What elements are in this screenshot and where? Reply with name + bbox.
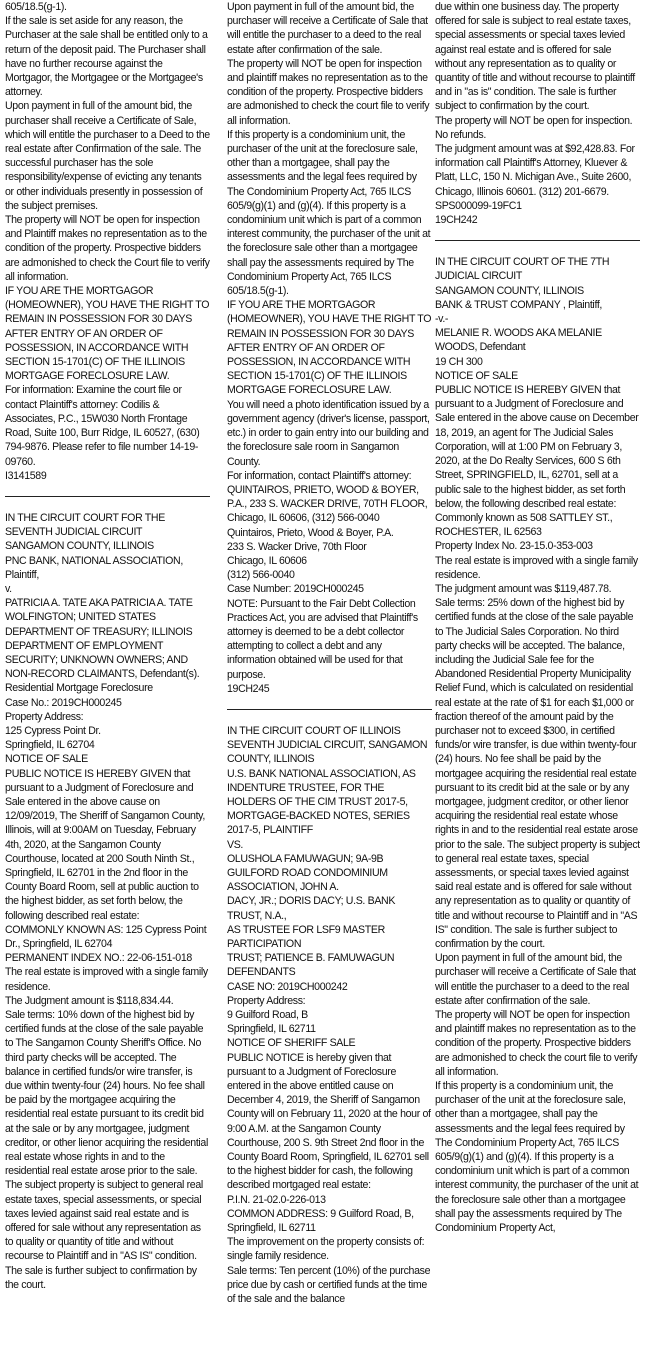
notice-paragraph: The property will NOT be open for inspection and plaintiff makes no representation as to the condition of the property. Prospective bidders are admonished to check the court file to verify all information. [227, 57, 430, 127]
notice-paragraph: The judgment amount was at $92,428.83. For information call Plaintiff's Attorney, Kluever & Platt, LLC, 150 N. Michigan Ave., Suite 2600, Chicago, Illinois 60601. (312) 201-6679. SPS000099-19FC1 [435, 143, 635, 212]
notice-paragraph: IN THE CIRCUIT COURT OF ILLINOIS SEVENTH JUDICIAL CIRCUIT, SANGAMON COUNTY, ILLINOIS [227, 724, 428, 766]
notice-paragraph: 233 S. Wacker Drive, 70th Floor [227, 540, 367, 553]
notice-paragraph: Springfield, IL 62704 [5, 739, 95, 752]
notice-paragraph: OLUSHOLA FAMUWAGUN; 9A-9B GUILFORD ROAD CONDOMINIUM ASSOCIATION, JOHN A. [227, 852, 388, 894]
notice-paragraph: PUBLIC NOTICE IS HEREBY GIVEN that pursuant to a Judgment of Foreclosure and Sale entered in the above cause on 12/09/2019, The Sheriff of Sangamon County, Illinois, will at 9:00AM on Tuesday, February 4th, 2020, at the Sangamon County Courthouse, located at 200 South Ninth St., Springfield, IL 62701 in the 2nd floor in the County Board Room, sell at public auction to the highest bidder, as set forth below, the following described real estate: [5, 767, 205, 922]
notice-paragraph: Sale terms: Ten percent (10%) of the purchase price due by cash or certified funds at the time of the sale and the balance [227, 1264, 431, 1306]
notice-paragraph: BANK & TRUST COMPANY , Plaintiff, [435, 298, 603, 311]
notice-divider [227, 709, 432, 710]
notice-paragraph: PUBLIC NOTICE is hereby given that pursuant to a Judgment of Foreclosure entered in the above entitled cause on December 4, 2019, the Sheriff of Sangamon County will on February 11, 2020 at the hour of 9:00 A.M. at the Sangamon County Courthouse, 200 S. 9th Street 2nd floor in the County Board Room, Springfield, IL 62701 sell to the highest bidder for cash, the following described mortgaged real estate: [227, 1051, 431, 1192]
notice-paragraph: Property Index No. 23-15.0-353-003 [435, 540, 593, 553]
notice-paragraph: You will need a photo identification issued by a government agency (driver's license, passport, etc.) in order to gain entry into our building and the foreclosure sale room in Sangamon County. [227, 398, 430, 468]
notice-paragraph: Case No.: 2019CH000245 [5, 696, 122, 709]
notice-paragraph: 605/18.5(g-1). [5, 1, 67, 13]
notice-paragraph: SANGAMON COUNTY, ILLINOIS [5, 540, 154, 553]
notice-paragraph: The judgment amount was $119,487.78. [435, 582, 612, 595]
notice-paragraph: The property will NOT be open for inspection and plaintiff makes no representation as to the condition of the property. Prospective bidders are admonished to check the court file to verify all information. [435, 1009, 638, 1078]
notice-paragraph: Upon payment in full of the amount bid, the purchaser will receive a Certificate of Sale that will entitle the purchaser to a deed to the real estate after confirmation of the sale. [227, 1, 428, 56]
notice-paragraph: -v.- [435, 313, 449, 326]
notice-paragraph: Sale terms: 25% down of the highest bid by certified funds at the close of the sale payable to The Judicial Sales Corporation. No third party checks will be accepted. The balance, including the Judicial Sale fee for the Abandoned Residential Property Municipality Relief Fund, which is calculated on residential real estate at the rate of $1 for each $1,000 or fraction thereof of the amount paid by the purchaser not to exceed $300, in certified funds/or wire transfer, is due within twenty-four (24) hours. No fee shall be paid by the mortgagee acquiring the residential real estate pursuant to its credit bid at the sale or by any mortgagee, judgment creditor, or other lienor acquiring the residential real estate whose rights in and to the residential real estate arose prior to the sale. The subject property is subject to general real estate taxes, special assessments, or special taxes levied against said real estate and is offered for sale without any representation as to quality or quantity of title and without recourse to Plaintiff and in "AS IS" condition. The sale is further subject to confirmation by the court. [435, 597, 640, 950]
notice-paragraph: IN THE CIRCUIT COURT FOR THE SEVENTH JUDICIAL CIRCUIT [5, 511, 165, 539]
notice-divider [435, 240, 640, 241]
notice-paragraph: NOTICE OF SALE [5, 753, 88, 766]
notice-paragraph: IF YOU ARE THE MORTGAGOR (HOMEOWNER), YOU HAVE THE RIGHT TO REMAIN IN POSSESSION FOR 30 DAYS AFTER ENTRY OF AN ORDER OF POSSESSION, IN ACCORDANCE WITH SECTION 15-1701(C) OF THE ILLINOIS MORTGAGE FORECLOSURE LAW. [5, 285, 210, 383]
notice-paragraph: Springfield, IL 62711 [227, 1023, 316, 1036]
notice-paragraph: IN THE CIRCUIT COURT OF THE 7TH JUDICIAL CIRCUIT [435, 256, 610, 283]
notice-paragraph: MELANIE R. WOODS AKA MELANIE WOODS, Defendant [435, 327, 602, 354]
notice-paragraph: If this property is a condominium unit, the purchaser of the unit at the foreclosure sale, other than a mortgagee, shall pay the assessments and the legal fees required by The Condominium Property Act, 765 ILCS 605/9(g)(1) and (g)(4). If this property is a condominium unit which is part of a common interest community, the purchaser of the unit at the foreclosure sale other than a mortgagee shall pay the assessments required by The Condominium Property Act, [435, 1080, 639, 1235]
notice-paragraph: 19 CH 300 [435, 355, 483, 368]
notice-paragraph: If this property is a condominium unit, the purchaser of the unit at the foreclosure sale, other than a mortgagee, shall pay the assessments and the legal fees required by The Condominium Property Act, 765 ILCS 605/9(g)(1) and (g)(4). If this property is a condominium unit which is part of a common interest community, the purchaser of the unit at the foreclosure sale other than a mortgagee shall pay the assessments required by The Condominium Property Act, 765 ILCS 605/18.5(g-1). [227, 128, 431, 298]
column-right [435, 0, 640, 1347]
column-left [5, 0, 210, 1347]
notice-paragraph: PNC BANK, NATIONAL ASSOCIATION, Plaintiff, [5, 554, 183, 581]
notice-paragraph: Property Address: [227, 994, 306, 1007]
notice-paragraph: Property Address: [5, 710, 84, 723]
notice-paragraph: Sale terms: 10% down of the highest bid by certified funds at the close of the sale payable to The Sangamon County Sheriff's Office. No third party checks will be accepted. The balance in certified funds/or wire transfer, is due within twenty-four (24) hours. No fee shall be paid by the mortgagee acquiring the residential real estate pursuant to its credit bid at the sale or by any mortgagee, judgment creditor, or other lienor acquiring the residential real estate whose rights in and to the residential real estate arose prior to the sale. The subject property is subject to general real estate taxes, special assessments, or special taxes levied against said real estate and is offered for sale without any representation as to quality or quantity of title and without recourse to Plaintiff and in "AS IS" condition. The sale is further subject to confirmation by the court. [5, 1009, 208, 1291]
notice-paragraph: IF YOU ARE THE MORTGAGOR (HOMEOWNER), YOU HAVE THE RIGHT TO REMAIN IN POSSESSION FOR 30 DAYS AFTER ENTRY OF AN ORDER OF POSSESSION, IN ACCORDANCE WITH SECTION 15-1701(C) OF THE ILLINOIS MORTGAGE FORECLOSURE LAW. [227, 299, 432, 397]
notice-paragraph: DACY, JR.; DORIS DACY; U.S. BANK TRUST, N.A., [227, 895, 396, 922]
notice-paragraph: For information, contact Plaintiff's attorney: QUINTAIROS, PRIETO, WOOD & BOYER, P.A., 233 S. WACKER DRIVE, 70TH FLOOR, Chicago, IL 60606, (312) 566-0040 [227, 469, 428, 525]
notice-paragraph: AS TRUSTEE FOR LSF9 MASTER PARTICIPATION [227, 923, 385, 950]
notice-divider [5, 496, 210, 497]
notice-paragraph: The improvement on the property consists of: single family residence. [227, 1236, 425, 1263]
notice-paragraph: No refunds. [435, 128, 486, 141]
column-middle [227, 0, 432, 1347]
notice-paragraph: DEFENDANTS [227, 966, 296, 979]
notice-paragraph: due within one business day. The property offered for sale is subject to real estate taxes, special assessments or special taxes levied against real estate and is offered for sale without any representation as to quality or quantity of title and without recourse to plaintiff and in "as is" condition. The sale is further subject to confirmation by the court. [435, 1, 635, 113]
notice-paragraph: PERMANENT INDEX NO.: 22-06-151-018 [5, 952, 192, 965]
notice-paragraph: The property will NOT be open for inspection. [435, 114, 633, 127]
notice-paragraph: Commonly known as 508 SATTLEY ST., ROCHESTER, IL 62563 [435, 511, 613, 539]
notice-paragraph: PATRICIA A. TATE AKA PATRICIA A. TATE WOLFINGTON; UNITED STATES DEPARTMENT OF TREASURY; ILLINOIS DEPARTMENT OF EMPLOYMENT SECURITY; UNKNOWN OWNERS; AND NON-RECORD CLAIMANTS, Defendant(s). Residential Mortgage Foreclosure [5, 597, 200, 695]
notice-paragraph: I3141589 [5, 469, 47, 482]
notice-paragraph: The property will NOT be open for inspection and Plaintiff makes no representation as to the condition of the property. Prospective bidders are admonished to check the Court file to verify all information. [5, 214, 210, 283]
notice-paragraph: COMMONLY KNOWN AS: 125 Cypress Point Dr., Springfield, IL 62704 [5, 923, 207, 950]
notice-paragraph: TRUST; PATIENCE B. FAMUWAGUN [227, 952, 395, 965]
notice-paragraph: NOTE: Pursuant to the Fair Debt Collection Practices Act, you are advised that Plaintiff's attorney is deemed to be a debt collector attempting to collect a debt and any information obtained will be used for that purpose. [227, 597, 418, 681]
notice-paragraph: NOTICE OF SALE [435, 369, 518, 382]
notice-paragraph: COMMON ADDRESS: 9 Guilford Road, B, Springfield, IL 62711 [227, 1207, 414, 1235]
notice-paragraph: 125 Cypress Point Dr. [5, 724, 101, 737]
notice-paragraph: If the sale is set aside for any reason, the Purchaser at the sale shall be entitled only to a return of the deposit paid. The Purchaser shall have no further recourse against the Mortgagor, the Mortgagee or the Mortgagee's attorney. [5, 15, 208, 99]
notice-paragraph: 19CH242 [435, 214, 478, 227]
notice-paragraph: VS. [227, 838, 244, 851]
notice-paragraph: v. [5, 582, 12, 595]
notice-paragraph: Upon payment in full of the amount bid, the purchaser will receive a Certificate of Sale that will entitle the purchaser to a deed to the real estate after confirmation of the sale. [435, 952, 636, 1007]
notice-paragraph: The Judgment amount is $118,834.44. [5, 994, 174, 1007]
notice-paragraph: Quintairos, Prieto, Wood & Boyer, P.A. [227, 526, 394, 539]
notice-paragraph: PUBLIC NOTICE IS HEREBY GIVEN that pursuant to a Judgment of Foreclosure and Sale entered in the above cause on December 18, 2019, an agent for The Judicial Sales Corporation, will at 1:00 PM on February 3, 2020, at the Do Realty Services, 600 S 6th Street, SPRINGFIELD, IL, 62701, sell at a public sale to the highest bidder, as set forth below, the following described real estate: [435, 384, 639, 510]
notice-paragraph: U.S. BANK NATIONAL ASSOCIATION, AS INDENTURE TRUSTEE, FOR THE HOLDERS OF THE CIM TRUST 2017-5, MORTGAGE-BACKED NOTES, SERIES 2017-5, PLAINTIFF [227, 767, 416, 837]
notice-paragraph: P.I.N. 21-02.0-226-013 [227, 1193, 326, 1206]
notice-paragraph: SANGAMON COUNTY, ILLINOIS [435, 284, 584, 297]
notice-paragraph: Chicago, IL 60606 [227, 554, 307, 567]
notice-paragraph: (312) 566-0040 [227, 569, 295, 582]
notice-paragraph: For information: Examine the court file or contact Plaintiff's attorney: Codilis & Associates, P.C., 15W030 North Frontage Road, Suite 100, Burr Ridge, IL 60527, (630) 794-9876. Please refer to file number 14-19-09760. [5, 384, 200, 468]
notice-paragraph: 9 Guilford Road, B [227, 1009, 308, 1022]
notice-paragraph: NOTICE OF SHERIFF SALE [227, 1037, 356, 1050]
notice-paragraph: CASE NO: 2019CH000242 [227, 980, 348, 993]
notice-paragraph: Upon payment in full of the amount bid, the purchaser shall receive a Certificate of Sale, which will entitle the purchaser to a Deed to the real estate after Confirmation of the sale. The successful purchaser has the sole responsibility/expense of evicting any tenants or other individuals presently in possession of the subject premises. [5, 100, 210, 212]
notice-paragraph: The real estate is improved with a single family residence. [5, 966, 208, 993]
notice-paragraph: 19CH245 [227, 682, 270, 695]
notice-paragraph: The real estate is improved with a single family residence. [435, 554, 638, 581]
notice-paragraph: Case Number: 2019CH000245 [227, 583, 364, 596]
